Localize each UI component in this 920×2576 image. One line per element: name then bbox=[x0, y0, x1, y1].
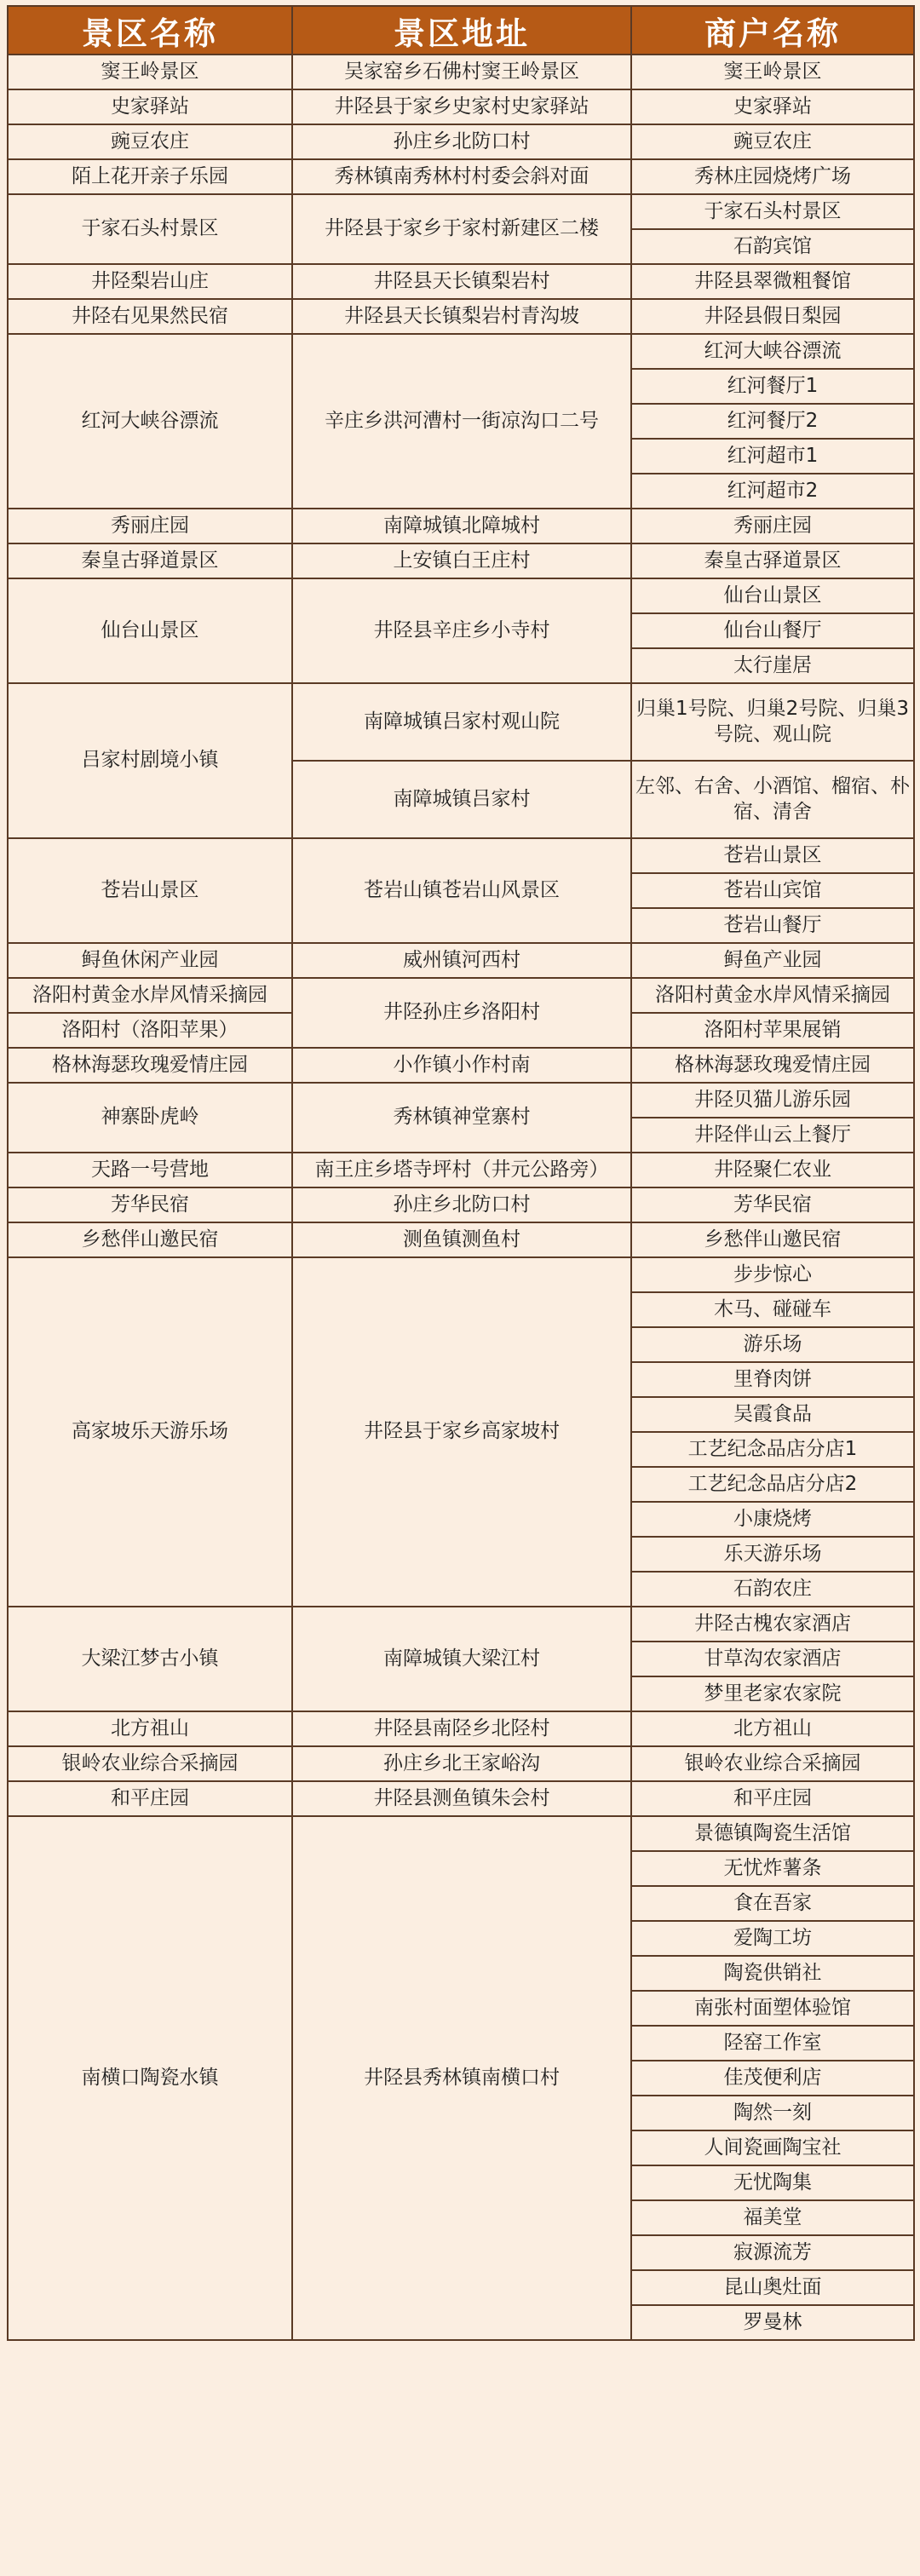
merchant-cell: 寂源流芳 bbox=[631, 2235, 914, 2270]
scenic-name-cell: 于家石头村景区 bbox=[8, 194, 292, 264]
merchant-cell: 小康烧烤 bbox=[631, 1502, 914, 1537]
merchant-cell: 洛阳村苹果展销 bbox=[631, 1013, 914, 1048]
table-row bbox=[8, 124, 914, 159]
merchant-cell: 工艺纪念品店分店1 bbox=[631, 1432, 914, 1467]
scenic-name-cell: 秦皇古驿道景区 bbox=[8, 543, 292, 578]
merchant-cell: 罗曼林 bbox=[631, 2305, 914, 2340]
scenic-name-cell: 高家坡乐天游乐场 bbox=[8, 1257, 292, 1607]
table-row bbox=[8, 1048, 914, 1083]
scenic-address-cell: 井陉县于家乡于家村新建区二楼 bbox=[292, 194, 631, 264]
scenic-name-cell: 神寨卧虎岭 bbox=[8, 1083, 292, 1153]
scenic-address-cell: 南障城镇大梁江村 bbox=[292, 1607, 631, 1711]
merchant-cell: 窦王岭景区 bbox=[631, 55, 914, 89]
scenic-address-cell: 辛庄乡洪河漕村一街凉沟口二号 bbox=[292, 334, 631, 509]
merchant-cell: 北方祖山 bbox=[631, 1711, 914, 1746]
scenic-name-cell: 天路一号营地 bbox=[8, 1153, 292, 1187]
merchant-cell: 无忧炸薯条 bbox=[631, 1851, 914, 1886]
merchant-cell: 食在吾家 bbox=[631, 1886, 914, 1921]
scenic-name-cell: 北方祖山 bbox=[8, 1711, 292, 1746]
scenic-address-cell: 井陉县于家乡高家坡村 bbox=[292, 1257, 631, 1607]
scenic-name-cell: 窦王岭景区 bbox=[8, 55, 292, 89]
merchant-cell: 左邻、右舍、小酒馆、榴宿、朴宿、清舍 bbox=[631, 761, 914, 838]
merchant-cell: 陶然一刻 bbox=[631, 2096, 914, 2130]
merchant-cell: 游乐场 bbox=[631, 1327, 914, 1362]
merchant-cell: 里脊肉饼 bbox=[631, 1362, 914, 1397]
scenic-address-cell: 井陉县于家乡史家村史家驿站 bbox=[292, 89, 631, 124]
scenic-address-cell: 孙庄乡北防口村 bbox=[292, 1187, 631, 1222]
merchant-cell: 豌豆农庄 bbox=[631, 124, 914, 159]
merchant-cell: 和平庄园 bbox=[631, 1781, 914, 1816]
scenic-name-cell: 芳华民宿 bbox=[8, 1187, 292, 1222]
merchant-cell: 仙台山景区 bbox=[631, 578, 914, 613]
scenic-name-cell: 鲟鱼休闲产业园 bbox=[8, 943, 292, 978]
scenic-name-cell: 井陉右见果然民宿 bbox=[8, 299, 292, 334]
merchant-cell: 秀丽庄园 bbox=[631, 509, 914, 543]
merchant-cell: 步步惊心 bbox=[631, 1257, 914, 1292]
scenic-address-cell: 秀林镇南秀林村村委会斜对面 bbox=[292, 159, 631, 194]
merchant-cell: 红河餐厅2 bbox=[631, 404, 914, 439]
merchant-cell: 仙台山餐厅 bbox=[631, 613, 914, 648]
scenic-address-cell: 南障城镇吕家村观山院 bbox=[292, 683, 631, 761]
header-scenic-address: 景区地址 bbox=[292, 6, 631, 55]
merchant-cell: 乐天游乐场 bbox=[631, 1537, 914, 1572]
scenic-name-cell: 银岭农业综合采摘园 bbox=[8, 1746, 292, 1781]
scenic-address-cell: 井陉县辛庄乡小寺村 bbox=[292, 578, 631, 683]
merchant-cell: 陶瓷供销社 bbox=[631, 1956, 914, 1991]
scenic-name-cell: 陌上花开亲子乐园 bbox=[8, 159, 292, 194]
table-row bbox=[8, 1711, 914, 1746]
scenic-address-cell: 苍岩山镇苍岩山风景区 bbox=[292, 838, 631, 943]
header-row bbox=[8, 6, 914, 55]
merchant-cell: 洛阳村黄金水岸风情采摘园 bbox=[631, 978, 914, 1013]
table-row bbox=[8, 1816, 914, 1851]
scenic-address-cell: 秀林镇神堂寨村 bbox=[292, 1083, 631, 1153]
merchant-cell: 爱陶工坊 bbox=[631, 1921, 914, 1956]
table-row bbox=[8, 55, 914, 89]
table-row bbox=[8, 943, 914, 978]
scenic-name-cell: 苍岩山景区 bbox=[8, 838, 292, 943]
merchant-cell: 格林海瑟玫瑰爱情庄园 bbox=[631, 1048, 914, 1083]
merchant-cell: 苍岩山景区 bbox=[631, 838, 914, 873]
scenic-name-cell: 仙台山景区 bbox=[8, 578, 292, 683]
merchant-cell: 福美堂 bbox=[631, 2200, 914, 2235]
scenic-address-cell: 井陉县南陉乡北陉村 bbox=[292, 1711, 631, 1746]
scenic-name-cell: 乡愁伴山邀民宿 bbox=[8, 1222, 292, 1257]
merchant-cell: 太行崖居 bbox=[631, 648, 914, 683]
table-row bbox=[8, 683, 914, 761]
table-row bbox=[8, 1153, 914, 1187]
scenic-address-cell: 井陉县天长镇梨岩村青沟坡 bbox=[292, 299, 631, 334]
scenic-address-cell: 南障城镇吕家村 bbox=[292, 761, 631, 838]
merchant-cell: 井陉县假日梨园 bbox=[631, 299, 914, 334]
scenic-name-cell: 洛阳村黄金水岸风情采摘园 bbox=[8, 978, 292, 1013]
merchant-cell: 苍岩山餐厅 bbox=[631, 908, 914, 943]
merchant-cell: 南张村面塑体验馆 bbox=[631, 1991, 914, 2026]
merchant-cell: 秀林庄园烧烤广场 bbox=[631, 159, 914, 194]
scenic-name-cell: 南横口陶瓷水镇 bbox=[8, 1816, 292, 2340]
table-row bbox=[8, 1222, 914, 1257]
merchant-cell: 井陉贝猫儿游乐园 bbox=[631, 1083, 914, 1118]
scenic-name-cell: 豌豆农庄 bbox=[8, 124, 292, 159]
scenic-address-cell: 南王庄乡塔寺坪村（井元公路旁） bbox=[292, 1153, 631, 1187]
scenic-address-cell: 井陉孙庄乡洛阳村 bbox=[292, 978, 631, 1048]
table-row bbox=[8, 299, 914, 334]
table-row bbox=[8, 1607, 914, 1642]
merchant-cell: 甘草沟农家酒店 bbox=[631, 1642, 914, 1676]
merchant-cell: 井陉聚仁农业 bbox=[631, 1153, 914, 1187]
merchant-cell: 陉窑工作室 bbox=[631, 2026, 914, 2061]
merchant-cell: 芳华民宿 bbox=[631, 1187, 914, 1222]
table-row bbox=[8, 838, 914, 873]
table-row bbox=[8, 334, 914, 369]
merchant-cell: 石韵宾馆 bbox=[631, 229, 914, 264]
scenic-address-cell: 井陉县测鱼镇朱会村 bbox=[292, 1781, 631, 1816]
merchant-cell: 秦皇古驿道景区 bbox=[631, 543, 914, 578]
merchant-cell: 佳茂便利店 bbox=[631, 2061, 914, 2096]
merchant-cell: 鲟鱼产业园 bbox=[631, 943, 914, 978]
scenic-address-cell: 井陉县秀林镇南横口村 bbox=[292, 1816, 631, 2340]
merchant-cell: 无忧陶集 bbox=[631, 2165, 914, 2200]
merchant-table bbox=[7, 5, 915, 2341]
table-row bbox=[8, 543, 914, 578]
merchant-cell: 工艺纪念品店分店2 bbox=[631, 1467, 914, 1502]
table-row bbox=[8, 509, 914, 543]
table-row bbox=[8, 1187, 914, 1222]
merchant-cell: 木马、碰碰车 bbox=[631, 1292, 914, 1327]
table-row bbox=[8, 1746, 914, 1781]
scenic-address-cell: 井陉县天长镇梨岩村 bbox=[292, 264, 631, 299]
table-row bbox=[8, 578, 914, 613]
table-row bbox=[8, 978, 914, 1013]
table-row bbox=[8, 194, 914, 229]
scenic-name-cell: 史家驿站 bbox=[8, 89, 292, 124]
merchant-cell: 红河超市2 bbox=[631, 474, 914, 509]
table-row bbox=[8, 1257, 914, 1292]
scenic-address-cell: 孙庄乡北王家峪沟 bbox=[292, 1746, 631, 1781]
scenic-name-cell: 秀丽庄园 bbox=[8, 509, 292, 543]
merchant-cell: 史家驿站 bbox=[631, 89, 914, 124]
merchant-cell: 井陉古槐农家酒店 bbox=[631, 1607, 914, 1642]
merchant-cell: 乡愁伴山邀民宿 bbox=[631, 1222, 914, 1257]
scenic-name-cell: 井陉梨岩山庄 bbox=[8, 264, 292, 299]
merchant-cell: 归巢1号院、归巢2号院、归巢3号院、观山院 bbox=[631, 683, 914, 761]
merchant-cell: 景德镇陶瓷生活馆 bbox=[631, 1816, 914, 1851]
scenic-address-cell: 孙庄乡北防口村 bbox=[292, 124, 631, 159]
merchant-cell: 红河大峡谷漂流 bbox=[631, 334, 914, 369]
header-merchant-name: 商户名称 bbox=[631, 6, 914, 55]
table-row bbox=[8, 1781, 914, 1816]
table-row bbox=[8, 264, 914, 299]
table-row bbox=[8, 89, 914, 124]
merchant-cell: 人间瓷画陶宝社 bbox=[631, 2130, 914, 2165]
scenic-name-cell: 吕家村剧境小镇 bbox=[8, 683, 292, 838]
table-row bbox=[8, 159, 914, 194]
scenic-address-cell: 小作镇小作村南 bbox=[292, 1048, 631, 1083]
merchant-cell: 井陉县翠微粗餐馆 bbox=[631, 264, 914, 299]
merchant-cell: 吴霞食品 bbox=[631, 1397, 914, 1432]
scenic-name-cell: 格林海瑟玫瑰爱情庄园 bbox=[8, 1048, 292, 1083]
merchant-cell: 红河超市1 bbox=[631, 439, 914, 474]
scenic-name-cell: 大梁江梦古小镇 bbox=[8, 1607, 292, 1711]
merchant-cell: 梦里老家农家院 bbox=[631, 1676, 914, 1711]
scenic-address-cell: 吴家窑乡石佛村窦王岭景区 bbox=[292, 55, 631, 89]
merchant-cell: 井陉伴山云上餐厅 bbox=[631, 1118, 914, 1153]
scenic-name-cell: 红河大峡谷漂流 bbox=[8, 334, 292, 509]
merchant-cell: 银岭农业综合采摘园 bbox=[631, 1746, 914, 1781]
scenic-name-cell: 和平庄园 bbox=[8, 1781, 292, 1816]
merchant-cell: 石韵农庄 bbox=[631, 1572, 914, 1607]
merchant-cell: 于家石头村景区 bbox=[631, 194, 914, 229]
table-row bbox=[8, 1083, 914, 1118]
scenic-address-cell: 上安镇白王庄村 bbox=[292, 543, 631, 578]
merchant-cell: 苍岩山宾馆 bbox=[631, 873, 914, 908]
scenic-address-cell: 南障城镇北障城村 bbox=[292, 509, 631, 543]
merchant-cell: 昆山奥灶面 bbox=[631, 2270, 914, 2305]
header-scenic-name: 景区名称 bbox=[8, 6, 292, 55]
scenic-name-cell: 洛阳村（洛阳苹果） bbox=[8, 1013, 292, 1048]
scenic-address-cell: 测鱼镇测鱼村 bbox=[292, 1222, 631, 1257]
scenic-address-cell: 威州镇河西村 bbox=[292, 943, 631, 978]
merchant-cell: 红河餐厅1 bbox=[631, 369, 914, 404]
